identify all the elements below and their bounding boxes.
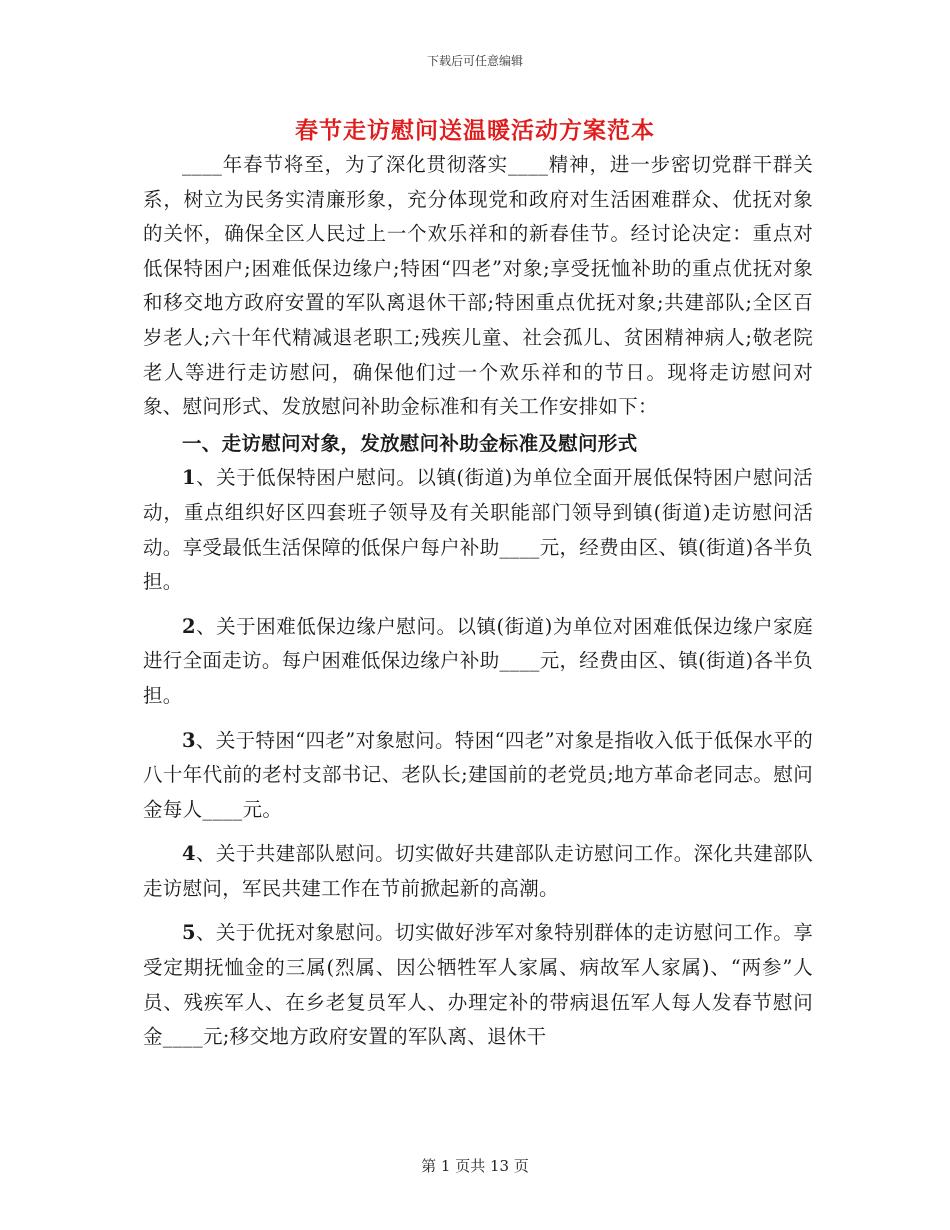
item-number: 3 — [182, 728, 196, 752]
page-footer: 第 1 页共 13 页 — [421, 1157, 529, 1175]
list-item — [143, 724, 813, 828]
list-item — [143, 837, 813, 906]
page-header-note: 下载后可任意编辑 — [426, 54, 523, 68]
item-text: 、关于共建部队慰问。切实做好共建部队走访慰问工作。深化共建部队走访慰问，军民共建工作在节前掀起新的高潮。 — [143, 842, 813, 900]
document-body — [143, 148, 813, 1055]
item-text: 、关于低保特困户慰问。以镇(街道)为单位全面开展低保特困户慰问活动，重点组织好区四套班子领导及有关职能部门领导到镇(街道)走访慰问活动。享受最低生活保障的低保户每户补助____元，经费由区、镇(街道)各半负担。 — [143, 466, 813, 594]
item-text: 、关于特困“四老”对象慰问。特困“四老”对象是指收入低于低保水平的八十年代前的老村支部书记、老队长;建国前的老党员;地方革命老同志。慰问金每人____元。 — [143, 728, 813, 821]
document-title: 春节走访慰问送温暖活动方案范本 — [295, 117, 655, 144]
item-number: 1 — [182, 466, 196, 490]
item-text: 、关于困难低保边缘户慰问。以镇(街道)为单位对困难低保边缘户家庭进行全面走访。每户困难低保边缘户补助____元，经费由区、镇(街道)各半负担。 — [143, 614, 813, 707]
item-text: 、关于优抚对象慰问。切实做好涉军对象特别群体的走访慰问工作。享受定期抚恤金的三属(烈属、因公牺牲军人家属、病故军人家属)、“两参”人员、残疾军人、在乡老复员军人、办理定补的带病退伍军人每人发春节慰问金____元;移交地方政府安置的军队离、退休干 — [143, 921, 813, 1049]
section-heading: 一、走访慰问对象，发放慰问补助金标准及慰问形式 — [182, 431, 638, 455]
item-number: 2 — [182, 614, 196, 638]
intro-paragraph: ____年春节将至，为了深化贯彻落实____精神，进一步密切党群干群关系，树立为民务实清廉形象，充分体现党和政府对生活困难群众、优抚对象的关怀，确保全区人民过上一个欢乐祥和的新春佳节。经讨论决定：重点对低保特困户;困难低保边缘户;特困“四老”对象;享受抚恤补助的重点优抚对象和移交地方政府安置的军队离退休干部;特困重点优抚对象;共建部队;全区百岁老人;六十年代精减退老职工;残疾儿童、社会孤儿、贫困精神病人;敬老院老人等进行走访慰问，确保他们过一个欢乐祥和的节日。现将走访慰问对象、慰问形式、发放慰问补助金标准和有关工作安排如下： — [143, 153, 813, 419]
list-item — [143, 461, 813, 599]
item-number: 5 — [182, 921, 196, 945]
list-item — [143, 610, 813, 714]
item-number: 4 — [182, 842, 196, 866]
list-item — [143, 916, 813, 1054]
